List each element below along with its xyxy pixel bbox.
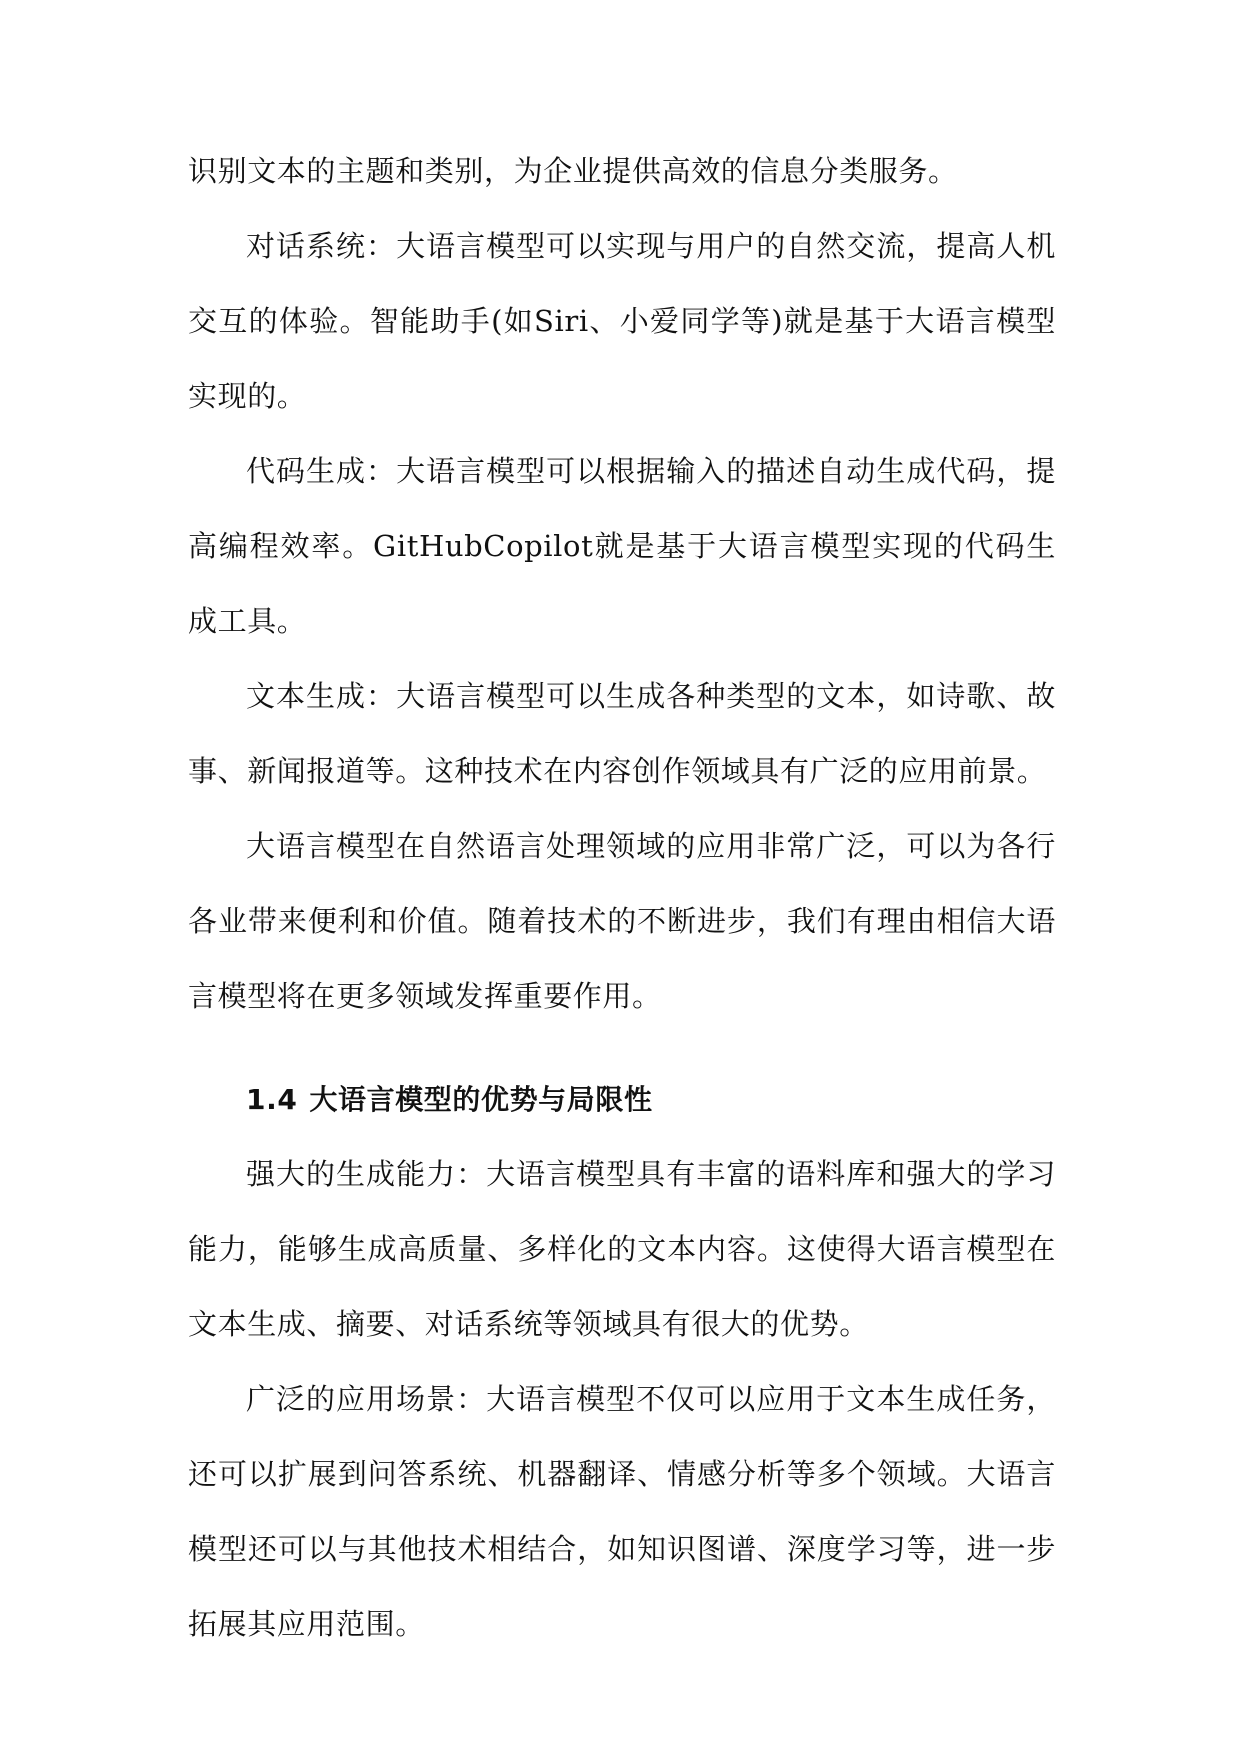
section-title: 大语言模型的优势与局限性 xyxy=(309,1083,653,1116)
section-number: 1.4 xyxy=(246,1083,298,1116)
paragraph-text-generation: 文本生成：大语言模型可以生成各种类型的文本，如诗歌、故事、新闻报道等。这种技术在内容创作领域具有广泛的应用前景。 xyxy=(188,679,1056,788)
paragraph-code-generation: 代码生成：大语言模型可以根据输入的描述自动生成代码，提高编程效率。GitHubCopilot就是基于大语言模型实现的代码生成工具。 xyxy=(188,454,1056,638)
paragraph-continuation: 识别文本的主题和类别，为企业提供高效的信息分类服务。 xyxy=(188,154,958,188)
paragraph-summary: 大语言模型在自然语言处理领域的应用非常广泛，可以为各行各业带来便利和价值。随着技术的不断进步，我们有理由相信大语言模型将在更多领域发挥重要作用。 xyxy=(188,829,1056,1013)
document-body xyxy=(188,134,1056,1662)
paragraph-application-scenarios: 广泛的应用场景：大语言模型不仅可以应用于文本生成任务，还可以扩展到问答系统、机器翻译、情感分析等多个领域。大语言模型还可以与其他技术相结合，如知识图谱、深度学习等，进一步拓展其应用范围。 xyxy=(188,1382,1056,1641)
section-heading xyxy=(188,1062,1056,1137)
paragraph-dialogue-systems: 对话系统：大语言模型可以实现与用户的自然交流，提高人机交互的体验。智能助手(如Siri、小爱同学等)就是基于大语言模型实现的。 xyxy=(188,229,1056,413)
paragraph-generation-ability: 强大的生成能力：大语言模型具有丰富的语料库和强大的学习能力，能够生成高质量、多样化的文本内容。这使得大语言模型在文本生成、摘要、对话系统等领域具有很大的优势。 xyxy=(188,1157,1056,1341)
